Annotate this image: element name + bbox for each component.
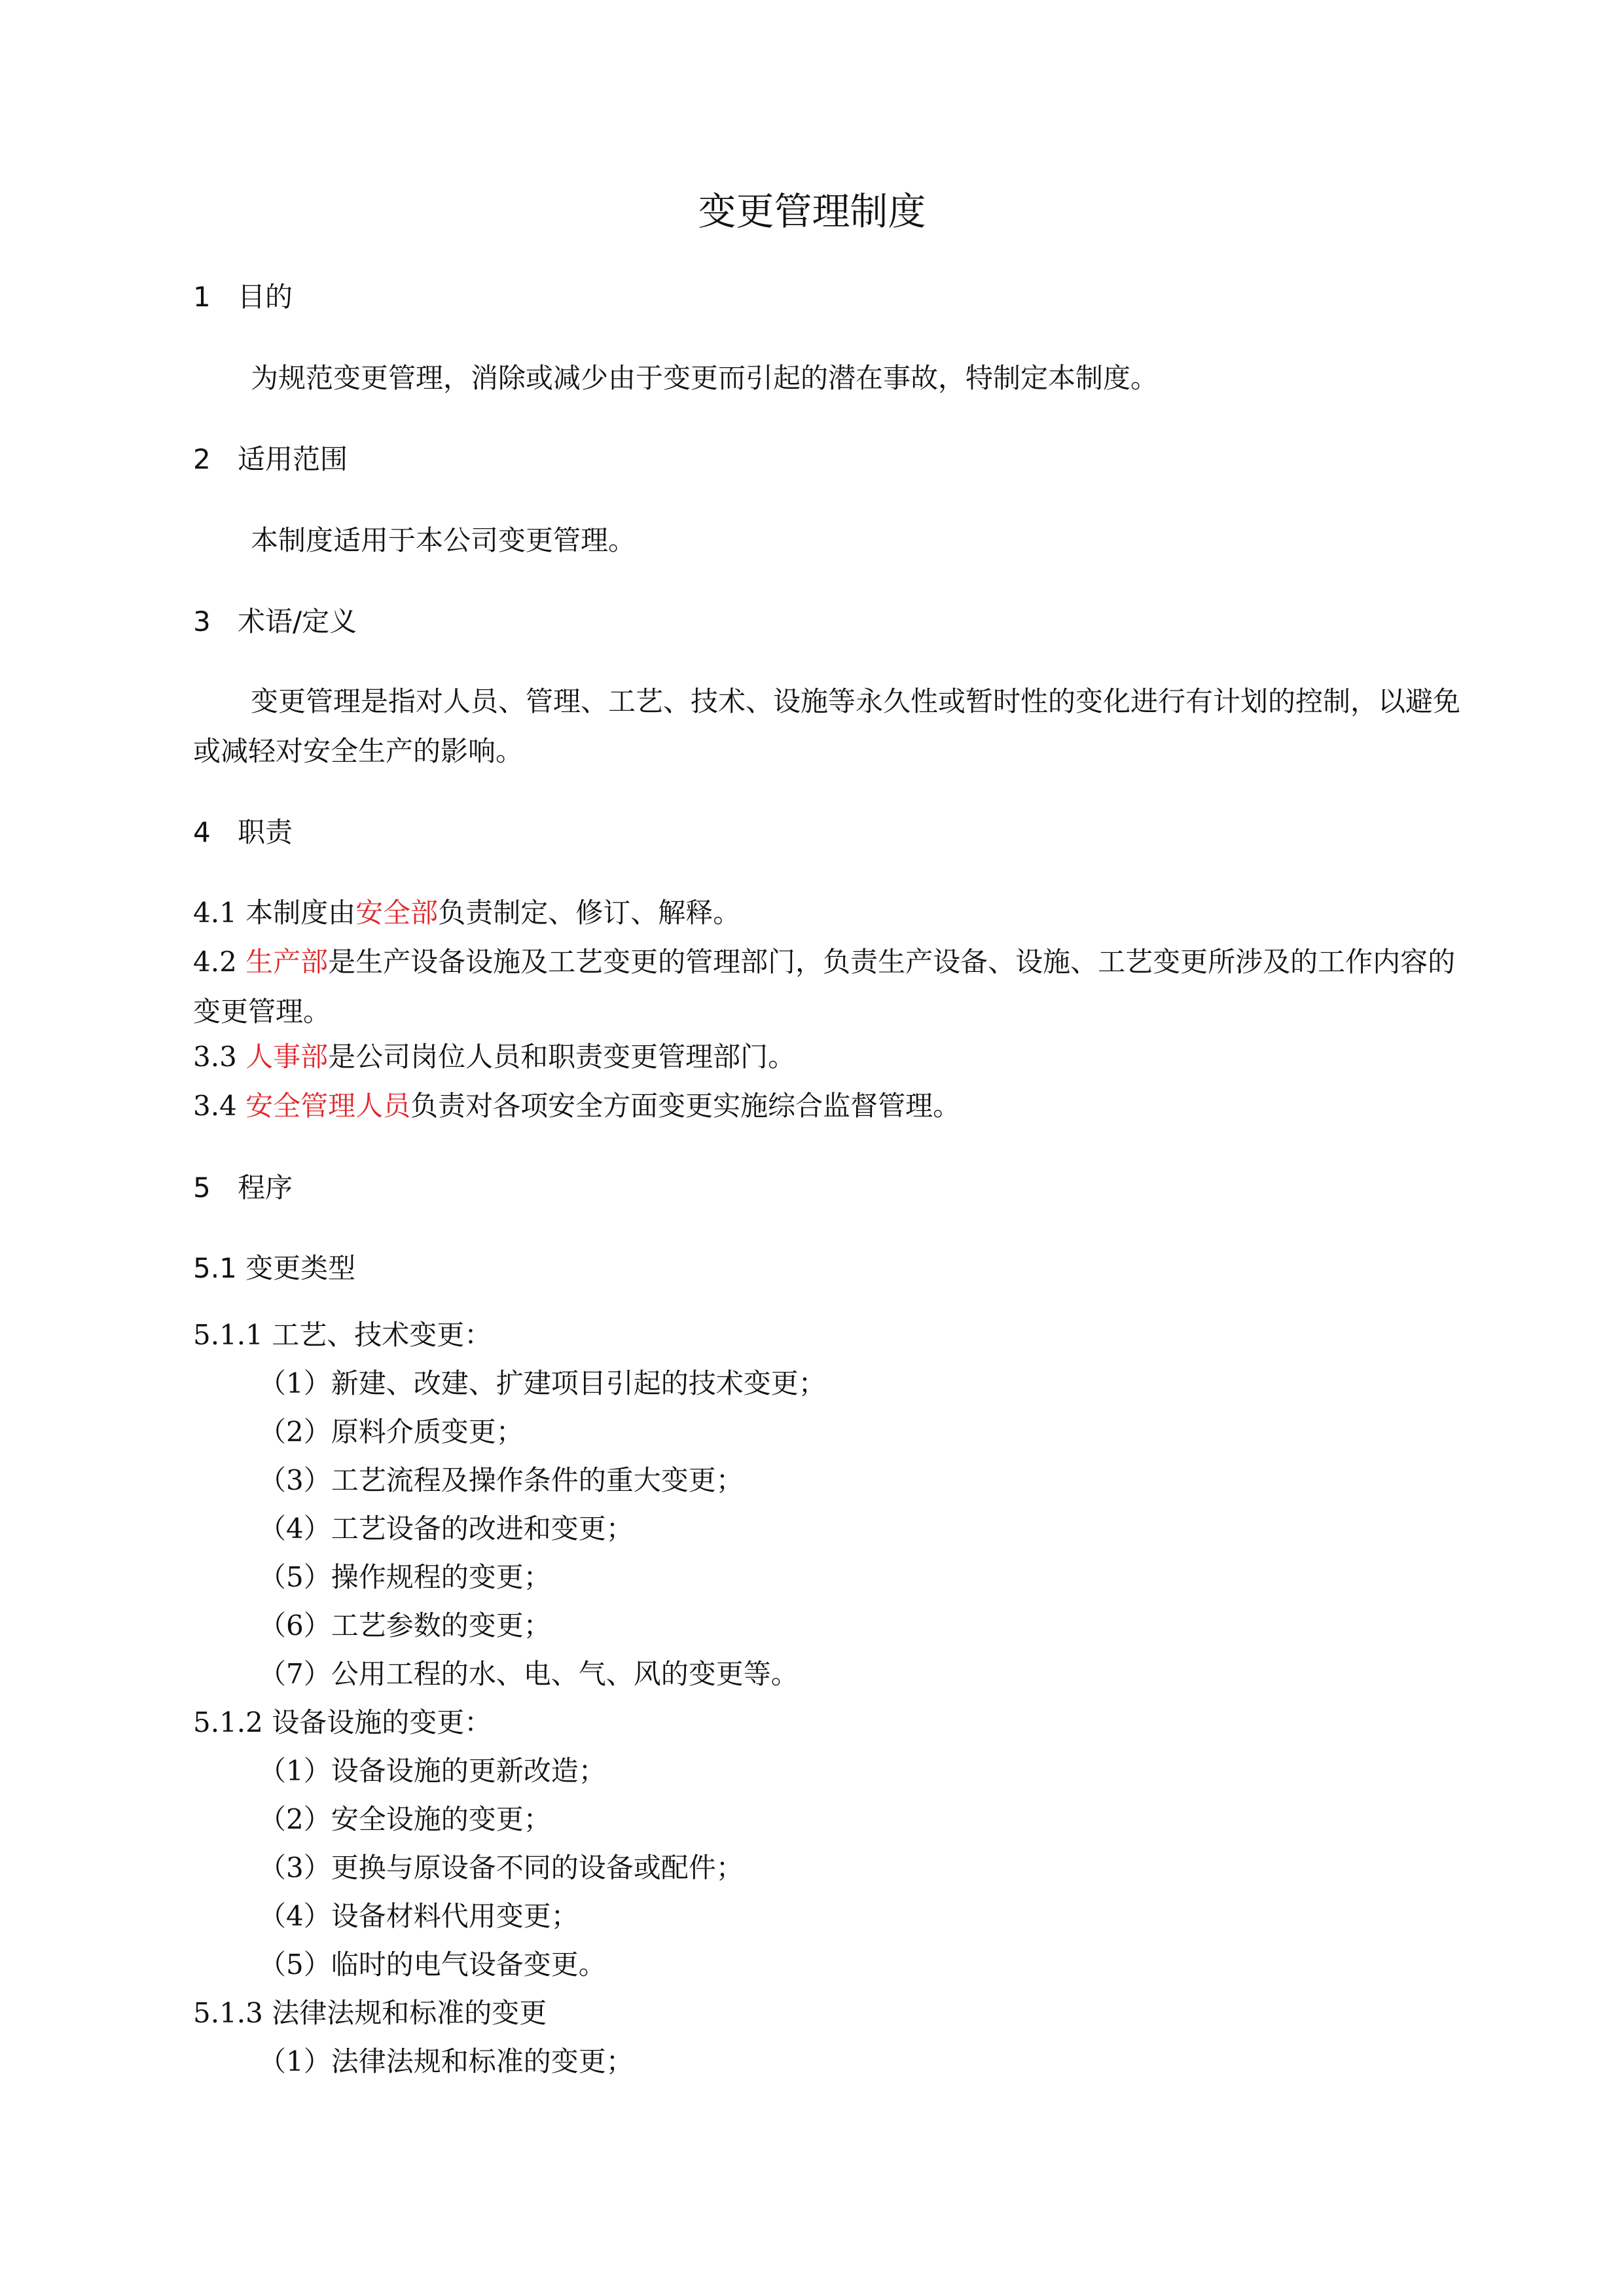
clause-number: 3.3 [193, 1041, 246, 1073]
list-item: （3）更换与原设备不同的设备或配件； [259, 1852, 744, 1884]
clause-text: 是公司岗位人员和职责变更管理部门。 [328, 1041, 796, 1073]
responsibility-4-1 [193, 893, 1470, 933]
section-number: 2 [193, 443, 211, 475]
section-2-body: 本制度适用于本公司变更管理。 [251, 524, 636, 556]
subsection-5-1-2-heading: 5.1.2 设备设施的变更： [193, 1706, 492, 1738]
section-2-heading [193, 440, 348, 479]
section-5-heading [193, 1168, 293, 1208]
section-title: 目的 [238, 281, 293, 313]
list-item: （6）工艺参数的变更； [259, 1609, 551, 1641]
section-number: 5 [193, 1172, 211, 1204]
section-4-heading [193, 813, 293, 852]
document-title: 变更管理制度 [698, 189, 926, 234]
list-item: （3）工艺流程及操作条件的重大变更； [259, 1464, 744, 1496]
section-title: 术语/定义 [238, 605, 357, 637]
section-number: 3 [193, 605, 211, 637]
clause-number: 3.4 [193, 1090, 246, 1122]
section-title: 适用范围 [238, 443, 348, 475]
list-item: （4）工艺设备的改进和变更； [259, 1513, 634, 1545]
subsection-5-1-1-heading: 5.1.1 工艺、技术变更： [193, 1319, 492, 1351]
list-item: （7）公用工程的水、电、气、风的变更等。 [259, 1658, 799, 1690]
department-name: 人事部 [245, 1041, 329, 1073]
section-number: 1 [193, 281, 211, 313]
clause-number: 4.2 [193, 946, 246, 978]
section-3-body: 变更管理是指对人员、管理、工艺、技术、设施等永久性或暂时性的变化进行有计划的控制，以避免或减轻对安全生产的影响。 [193, 685, 1461, 767]
clause-text: 本制度由 [245, 897, 356, 929]
list-item: （5）临时的电气设备变更。 [259, 1948, 606, 1981]
responsibility-3-4 [193, 1086, 1470, 1126]
list-item: （2）安全设施的变更； [259, 1803, 551, 1835]
clause-text: 负责对各项安全方面变更实施综合监督管理。 [410, 1090, 961, 1122]
clause-text: 是生产设备设施及工艺变更的管理部门，负责生产设备、设施、工艺变更所涉及的工作内容的变更管理。 [193, 946, 1456, 1028]
responsibility-3-3 [193, 1037, 1470, 1077]
section-3-heading [193, 602, 357, 641]
list-item: （1）设备设施的更新改造； [259, 1755, 606, 1787]
subsection-5-1-3-heading: 5.1.3 法律法规和标准的变更 [193, 1997, 547, 2029]
section-1-body: 为规范变更管理，消除或减少由于变更而引起的潜在事故，特制定本制度。 [251, 362, 1159, 394]
list-item: （1）法律法规和标准的变更； [259, 2045, 634, 2077]
department-name: 安全管理人员 [245, 1090, 411, 1122]
section-title: 程序 [238, 1172, 293, 1204]
list-item: （1）新建、改建、扩建项目引起的技术变更； [259, 1367, 826, 1399]
department-name: 安全部 [355, 897, 439, 929]
list-item: （4）设备材料代用变更； [259, 1900, 579, 1932]
clause-text: 负责制定、修订、解释。 [438, 897, 741, 929]
list-item: （2）原料介质变更； [259, 1416, 524, 1448]
clause-number: 4.1 [193, 897, 246, 929]
section-1-heading [193, 278, 293, 317]
subsection-5-1-heading: 5.1 变更类型 [193, 1252, 356, 1284]
section-number: 4 [193, 816, 211, 848]
list-item: （5）操作规程的变更； [259, 1561, 551, 1593]
responsibility-4-2 [193, 937, 1473, 1037]
department-name: 生产部 [245, 946, 329, 978]
section-title: 职责 [238, 816, 293, 848]
